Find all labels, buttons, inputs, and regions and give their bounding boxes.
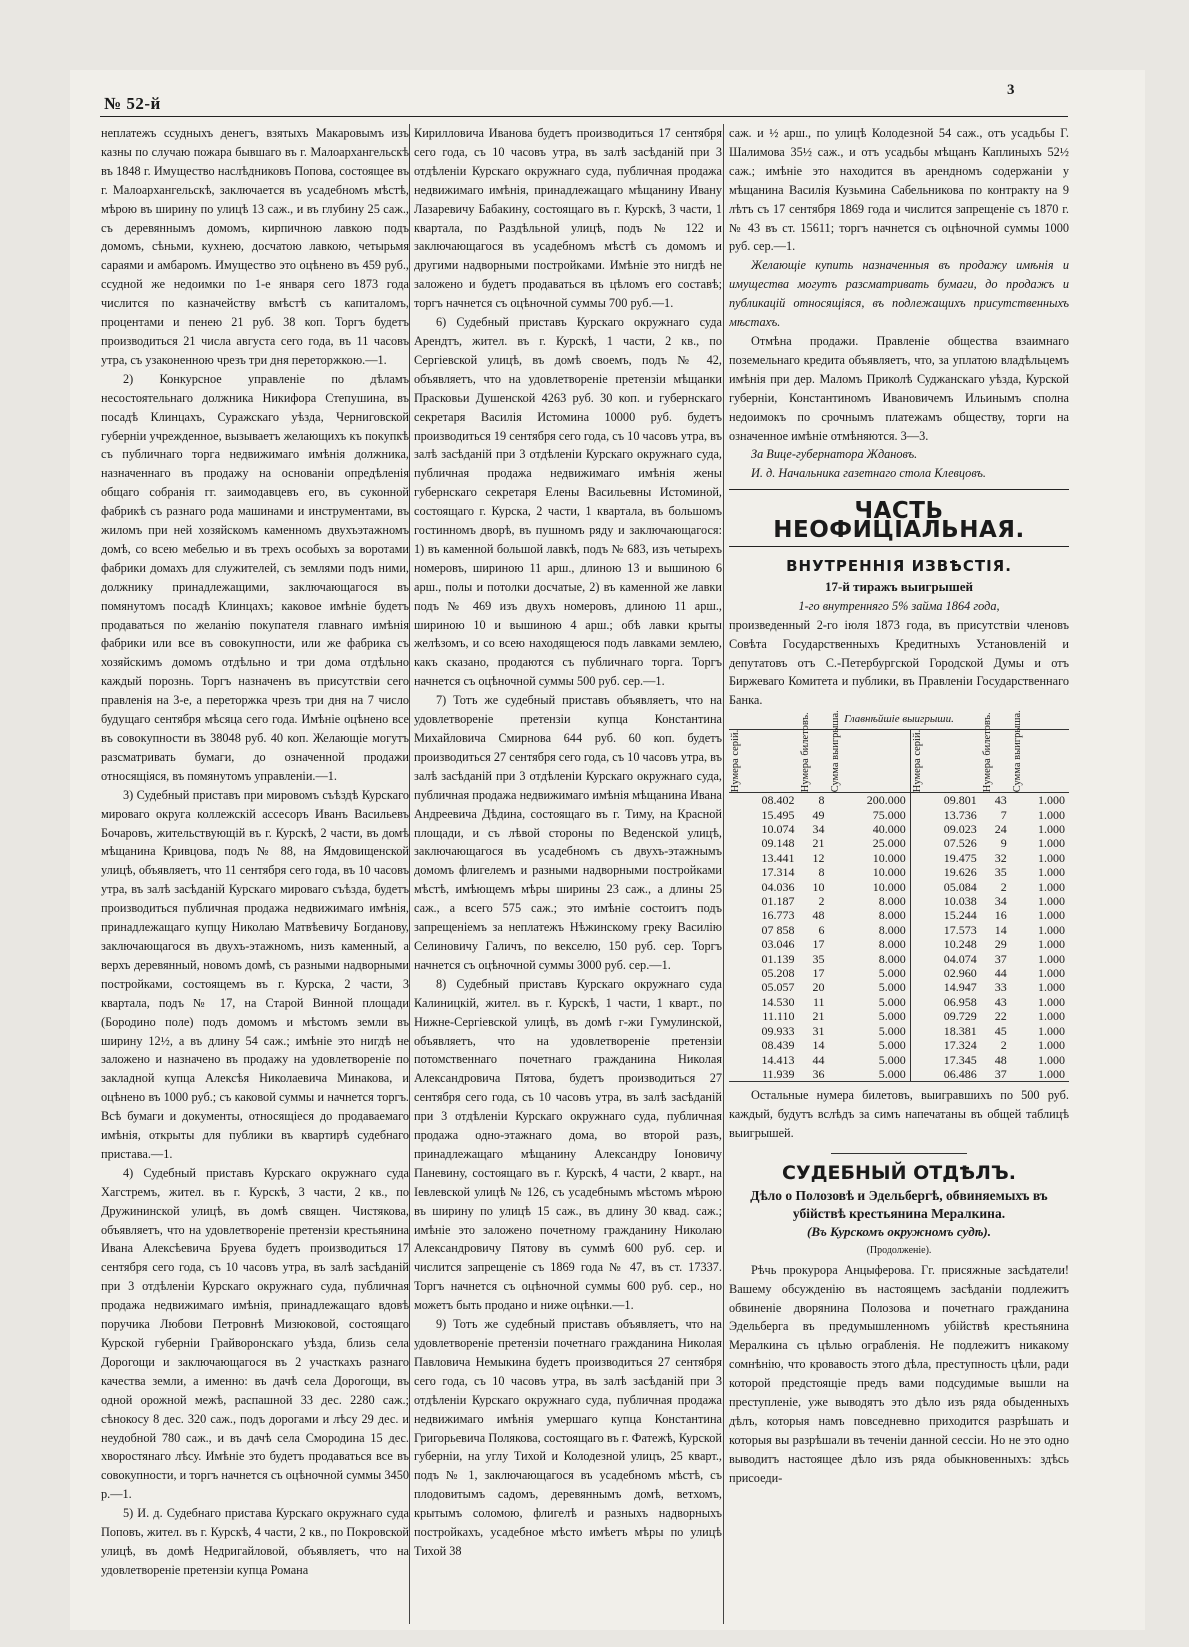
- series-cell: 01.187: [761, 894, 795, 909]
- amount-cell: 10.000: [829, 865, 911, 879]
- court-section-title: СУДЕБНЫЙ ОТДѢЛЪ.: [782, 1162, 1016, 1185]
- col-amount: Сумма выигрыша.: [1011, 730, 1069, 793]
- ticket-cell: 32: [994, 850, 1007, 865]
- series-cell: 08.439: [761, 1038, 795, 1053]
- ticket-cell: 8: [818, 793, 825, 808]
- series-cell: 14.947: [943, 980, 977, 995]
- signature-desk-head: И. д. Начальника газетнаго стола Клевцовъ.: [751, 466, 986, 481]
- ticket-cell: 14: [994, 922, 1007, 937]
- ticket-cell: 31: [812, 1023, 825, 1038]
- series-cell: 15.495: [761, 807, 795, 822]
- ticket-cell: 29: [994, 937, 1007, 952]
- amount-cell: 1.000: [1038, 994, 1065, 1009]
- amount-cell: 5.000: [829, 1024, 911, 1038]
- amount-cell: 5.000: [829, 1038, 911, 1052]
- table-row: [729, 966, 1069, 980]
- series-cell: 07.526: [943, 836, 977, 851]
- ticket-cell: 44: [994, 966, 1007, 981]
- ticket-cell: 48: [812, 908, 825, 923]
- amount-cell: 8.000: [829, 894, 911, 908]
- notice-paragraph: 7) Тотъ же судебный приставъ объявляетъ, что на удовлетвореніе претензіи купца Константина Михайловича Смирнова 644 руб. 60 коп. будетъ производиться 27 сентября сего года, съ 10 часовъ утра, въ залѣ засѣданій при 3 отдѣленіи Курскаго окружнаго суда, публичная продажа недвижимаго имѣнія мѣщанина Ивана Андреевича Дѣдина, состоящаго въ г. Тиму, на Красной площади, и съ лѣвой стороны по Веденской улицѣ, заключающагося въ усадебномъ съ двухъ-этажнымъ домомъ флигелемъ и разными надворными постройками мѣстѣ, имѣющемъ мѣры ширины 23 саж., а длины 25 саж., а всего 575 саж.; это имѣніе состоитъ подъ запрещеніемъ за неплатежъ Нѣжинскому греку Василію Селиновичу Галичъ, по векселю, 150 руб. сер. Торгъ начнется съ оцѣночной суммы 3000 руб. сер.—1.: [414, 693, 722, 972]
- series-cell: 19.475: [943, 850, 977, 865]
- buyers-note: Желающіе купить назначенныя въ продажу имѣнія и имущества могутъ разсматривать бумаги, до продажъ и публикацій относящіяся, въ подлежащихъ присутственныхъ мѣстахъ.: [729, 258, 1069, 330]
- table-row: [729, 1009, 1069, 1023]
- notice-paragraph: 6) Судебный приставъ Курскаго окружнаго суда Арендтъ, жител. въ г. Курскѣ, 1 части, 2 кв., по Сергіевской улицѣ, въ домѣ своемъ, подъ № 42, объявляетъ, что на удовлетвореніе претензіи мѣщанки Прасковьи Душенской 4263 руб. 30 коп. и губернскаго секретаря Василія Истомина 10000 руб. будетъ производиться 19 сентября сего года, съ 10 часовъ утра, въ залѣ засѣданій при 3 отдѣленіи Курскаго окружнаго суда, публичная продажа недвижимаго имѣнія жены губернскаго секретаря Елены Васильевны Истоминой, состоящаго г. Курска, 2 части, 1 квартала, въ большомъ гостинномъ дворѣ, въ пушномъ ряду и заключающагося: 1) въ каменной большой лавкѣ, подъ № 683, изъ четырехъ номеровъ, шириною 11 арш., длиною 13 и вышиною 6 арш., полы и потолки досчатые, 2) въ каменной же лавки подъ № 469 изъ двухъ номеровъ, длиною 11 арш., шириною 10 и вышиною 4 арш.; обѣ лавки крыты желѣзомъ, и со всею находящеюся подъ лавками землею, какъ сказано, продаются съ публичнаго торга. Торгъ начнется съ оцѣночной суммы 500 руб. сер.—1.: [414, 315, 722, 689]
- ticket-cell: 44: [812, 1052, 825, 1067]
- ticket-cell: 21: [812, 836, 825, 851]
- amount-cell: 40.000: [829, 822, 911, 836]
- ticket-cell: 10: [812, 879, 825, 894]
- table-row: [729, 952, 1069, 966]
- series-cell: 17.314: [761, 865, 795, 880]
- table-row: [729, 894, 1069, 908]
- ticket-cell: 20: [812, 980, 825, 995]
- ticket-cell: 34: [994, 894, 1007, 909]
- header-rule: [100, 116, 1068, 117]
- series-cell: 13.736: [943, 807, 977, 822]
- amount-cell: 1.000: [1038, 807, 1065, 822]
- amount-cell: 5.000: [829, 980, 911, 994]
- col-tickets: Нумера билетовъ.: [799, 730, 829, 793]
- ticket-cell: 37: [994, 1066, 1007, 1081]
- amount-cell: 1.000: [1038, 1066, 1065, 1081]
- sale-cancellation: Отмѣна продажи. Правленіе общества взаимнаго поземельнаго кредита объявляетъ, что, за уплатою владѣльцемъ имѣнія при дер. Маломъ Приколѣ Суджанскаго уѣзда, Курской губерніи, Константиномъ Ивановичемъ Ильинымъ сполна недоимокъ по срочнымъ платежамъ обществу, торги на означенное имѣніе отмѣняются. 3—3.: [729, 333, 1069, 443]
- ticket-cell: 45: [994, 1023, 1007, 1038]
- rest-wins-note: Остальные нумера билетовъ, выигравшихъ по 500 руб. каждый, будутъ вслѣдъ за симъ напечатаны въ общей таблицѣ выигрышей.: [729, 1088, 1069, 1141]
- ticket-cell: 2: [818, 894, 825, 909]
- amount-cell: 10.000: [829, 851, 911, 865]
- amount-cell: 25.000: [829, 836, 911, 850]
- amount-cell: 1.000: [1038, 951, 1065, 966]
- series-cell: 09.023: [943, 822, 977, 836]
- series-cell: 09.148: [761, 836, 795, 851]
- ticket-cell: 22: [994, 1009, 1007, 1024]
- table-row: [729, 851, 1069, 865]
- table-row: [729, 880, 1069, 894]
- ticket-cell: 6: [818, 922, 825, 937]
- table-row: [729, 923, 1069, 937]
- ticket-cell: 2: [1000, 1038, 1007, 1053]
- series-cell: 06.486: [943, 1066, 977, 1081]
- series-cell: 10.248: [943, 937, 977, 952]
- ticket-cell: 48: [994, 1052, 1007, 1067]
- amount-cell: 5.000: [829, 995, 911, 1009]
- series-cell: 10.074: [761, 822, 795, 836]
- ticket-cell: 8: [818, 865, 825, 880]
- notice-paragraph: 8) Судебный приставъ Курскаго окружнаго суда Калиницкій, жител. въ г. Курскѣ, 1 части, 1 кварт., по Нижне-Сергіевской улицѣ, въ домѣ г-жи Гумулинской, объявляетъ, что на удовлетвореніе претензіи потомственнаго почетнаго гражданина Николая Александровича Пятова, будетъ производиться 27 сентября сего года, съ 10 часовъ утра, въ залѣ засѣданій при 3 отдѣленіи Курскаго окружнаго суда, публичная продажа одно-этажнаго дома, во второй разъ, принадлежащаго мѣщанину Александру Іоновичу Паневину, состоящаго въ г. Курскѣ, 4 части, 2 кварт., на Іевлевской улицѣ № 126, съ усадебнымъ мѣстомъ мѣрою въ ширину по улицѣ 15 саж., въ длину 30 квад. саж.; имѣніе это заложено почетному гражданину Николаю Александровичу Пятову въ суммѣ 600 руб. сер. и числится запрещеніе съ 1869 года № 47, въ ст. 17337. Торгъ начнется съ оцѣночной суммы 600 руб. сер., но можетъ быть продано и ниже оцѣнки.—1.: [414, 976, 722, 1313]
- amount-cell: 1.000: [1038, 1052, 1065, 1067]
- ticket-cell: 12: [812, 850, 825, 865]
- series-cell: 02.960: [943, 966, 977, 981]
- col-tickets: Нумера билетовъ.: [981, 730, 1011, 793]
- amount-cell: 1.000: [1038, 822, 1065, 836]
- table-row: [729, 865, 1069, 879]
- series-cell: 16.773: [761, 908, 795, 923]
- amount-cell: 1.000: [1038, 1038, 1065, 1053]
- amount-cell: 8.000: [829, 952, 911, 966]
- notice-paragraph: 5) И. д. Судебнаго пристава Курскаго окружнаго суда Поповъ, жител. въ г. Курскѣ, 4 части, 2 кв., по Покровской улицѣ, въ домѣ Недригайловой, объявляетъ, что на удовлетвореніе претензіи купца Романа: [101, 1506, 409, 1577]
- column-3: [729, 124, 1069, 1488]
- ticket-cell: 11: [812, 994, 825, 1009]
- ticket-cell: 37: [994, 951, 1007, 966]
- lottery-text: произведенный 2-го іюля 1873 года, въ присутствіи членовъ Совѣта Государственныхъ Кредитныхъ Установленій и депутатовъ отъ С.-Петербургской Городской Думы и отъ Биржеваго Комитета и публики, въ Правленіи Государственнаго Банка.: [729, 617, 1069, 708]
- ticket-cell: 36: [812, 1066, 825, 1081]
- series-cell: 18.381: [943, 1023, 977, 1038]
- table-row: [729, 1024, 1069, 1038]
- ticket-cell: 9: [1000, 836, 1007, 851]
- notice-paragraph: 9) Тотъ же судебный приставъ объявляетъ, что на удовлетвореніе претензіи почетнаго гражданина Николая Павловича Немыкина будетъ производиться 27 сентября сего года, съ 10 часовъ утра, въ залѣ засѣданій при 3 отдѣленіи Курскаго окружнаго суда, публичная продажа недвижимаго имѣнія умершаго купца Константина Григорьевича Полякова, состоящаго въ г. Фатежѣ, Курской губерніи, на углу Тихой и Колодезной улицъ, 25 кварт., подъ № 1, заключающагося въ усадебномъ мѣстѣ, съ плодовитымъ садомъ, деревяннымъ домѣ, ветхомъ, крытымъ соломою, флигелѣ и разныхъ надворныхъ постройкахъ, усадебное мѣсто имѣетъ мѣры по улицѣ Тихой 38: [414, 1317, 722, 1558]
- ticket-cell: 43: [994, 793, 1007, 808]
- series-cell: 17.345: [943, 1052, 977, 1067]
- ticket-cell: 43: [994, 994, 1007, 1009]
- amount-cell: 8.000: [829, 937, 911, 951]
- series-cell: 14.413: [761, 1052, 795, 1067]
- column-divider: [723, 124, 724, 1624]
- series-cell: 06.958: [943, 994, 977, 1009]
- table-row: [729, 793, 1069, 808]
- amount-cell: 8.000: [829, 908, 911, 922]
- amount-cell: 75.000: [829, 808, 911, 822]
- ticket-cell: 35: [994, 865, 1007, 880]
- signature-vice-governor: За Вице-губернатора Ждановъ.: [751, 447, 918, 462]
- series-cell: 11.110: [762, 1009, 795, 1024]
- notice-paragraph: неплатежъ ссудныхъ денегъ, взятыхъ Макаровымъ изъ казны по случаю пожара бывшаго въ г. Малоархангельскѣ въ 1848 г. Имущество наслѣдниковъ Попова, состоящее въ г. Малоархангельскѣ, заключается въ усадебномъ мѣстѣ, мѣрою въ ширину по улицѣ 13 саж., и въ глубину 25 саж., съ деревяннымъ домомъ, кирпичною лавкою подъ домомъ, сѣньми, кухнею, досчатою лавкою, четырьмя сараями и амбаромъ. Имущество это оцѣнено въ 459 руб., ссудной же недоимки по 1-е января сего 1873 года числится по казначейству вмѣстѣ съ капиталомъ, процентами и пенею 21 руб. 38 коп. Торгъ будетъ производиться 21 числа августа сего года, въ 11 часовъ утра, съ узаконенною чрезъ три дня переторжкою.—1.: [101, 126, 409, 367]
- series-cell: 05.208: [761, 966, 795, 981]
- amount-cell: 1.000: [1038, 793, 1065, 808]
- section-rule: [729, 546, 1069, 547]
- amount-cell: 8.000: [829, 923, 911, 937]
- column-divider: [409, 124, 410, 1624]
- amount-cell: 1.000: [1038, 937, 1065, 952]
- notice-paragraph: Кирилловича Иванова будетъ производиться 17 сентября сего года, съ 10 часовъ утра, въ залѣ засѣданій при 3 отдѣленіи Курскаго окружнаго суда, публичная продажа недвижимаго имѣнія, принадлежащаго мѣщанину Ивану Лазаревичу Бабакину, состоящаго въ г. Курскѣ, 3 части, 1 квартала, по Раздѣльной улицѣ, подъ № 122 и заключающагося въ усадебномъ мѣстѣ съ домомъ и другими надворными постройками. Имѣніе это нигдѣ не заложено и будетъ продаваться въ цѣломъ его составѣ; торгъ начнется съ оцѣночной суммы 700 руб.—1.: [414, 126, 722, 311]
- col-series: Нумера серій.: [910, 730, 980, 793]
- table-row: [729, 937, 1069, 951]
- amount-cell: 1.000: [1038, 908, 1065, 923]
- amount-cell: 200.000: [829, 793, 911, 808]
- table-row: [729, 995, 1069, 1009]
- amount-cell: 1.000: [1038, 850, 1065, 865]
- notice-paragraph: 3) Судебный приставъ при мировомъ съѣздѣ Курскаго мироваго округа коллежскій ассесоръ Иванъ Васильевъ Бочаровъ, жительствующій въ г. Курскѣ, 2 части, въ домѣ мѣщанина Кривцова, подъ № 88, на Ямдовищенской улицѣ, объявляетъ, что 11 сентября сего года, въ 10 часовъ утра, въ залѣ засѣданій Курскаго мироваго съѣзда, будетъ производиться публичная продажа недвижимаго имѣнія, принадлежащаго купцу Николаю Матвѣевичу Богданову, заключающагося въ двухъ-этажномъ, низъ каменный, а верхъ деревянный, новомъ домѣ, съ разными надворными постройками, состоящемъ въ г. Курска, 2 части, 3 квартала, подъ № 17, на Старой Винной площади (Бородино поле) подъ домомъ и мѣстомъ земли въ ширину 12½, а въ длину 54 саж.; имѣніе это нигдѣ не заложено и назначено въ продажу на удовлетвореніе по закладной купца Алексѣя Николаевича Минакова, и оцѣнено въ 1000 руб.; съ каковой суммы и начнется торгъ. Всѣ бумаги и документы, относящіеся до продаваемаго имѣнія, открыты для публики въ квартирѣ судебнаго пристава.—1.: [101, 787, 409, 1161]
- series-cell: 03.046: [761, 937, 795, 952]
- series-cell: 04.074: [943, 951, 977, 966]
- ticket-cell: 14: [812, 1038, 825, 1053]
- amount-cell: 1.000: [1038, 865, 1065, 880]
- ticket-cell: 2: [1000, 879, 1007, 894]
- column-1: [101, 124, 409, 1624]
- amount-cell: 1.000: [1038, 966, 1065, 981]
- column-2: [414, 124, 722, 1624]
- section-title: ЧАСТЬ НЕОФИЦІАЛЬНАЯ.: [773, 498, 1025, 544]
- series-cell: 05.084: [943, 879, 977, 894]
- series-cell: 17.324: [943, 1038, 977, 1053]
- notice-paragraph: саж. и ½ арш., по улицѣ Колодезной 54 саж., отъ усадьбы Г. Шалимова 35½ саж., и отъ усадьбы мѣщанъ Каплиныхъ 52½ саж.; имѣніе это находится въ арендномъ содержаніи у мѣщанина Василія Кузьмина Сабельникова по контракту на 9 лѣтъ съ 17 сентября 1869 года и числится запрещеніе съ 1870 г. № 43 въ ст. 15611; торгъ начнется съ оцѣночной суммы 1000 руб. сер.—1.: [729, 126, 1069, 254]
- series-cell: 07 858: [761, 922, 795, 937]
- series-cell: 01.139: [761, 951, 795, 966]
- amount-cell: 5.000: [829, 1053, 911, 1067]
- series-cell: 13.441: [761, 850, 795, 865]
- series-cell: 19.626: [943, 865, 977, 880]
- series-cell: 14.530: [761, 994, 795, 1009]
- amount-cell: 1.000: [1038, 980, 1065, 995]
- short-rule: [831, 1153, 967, 1154]
- col-amount: Сумма выигрыша.: [829, 730, 911, 793]
- main-wins-label: Главнѣйшіе выигрыши.: [844, 713, 954, 726]
- table-row: [729, 822, 1069, 836]
- table-row: [729, 1067, 1069, 1081]
- amount-cell: 1.000: [1038, 894, 1065, 909]
- amount-cell: 5.000: [829, 1009, 911, 1023]
- series-cell: 04.036: [761, 879, 795, 894]
- amount-cell: 1.000: [1038, 836, 1065, 851]
- ticket-cell: 24: [994, 822, 1007, 836]
- issue-number: № 52-й: [104, 94, 161, 113]
- ticket-cell: 16: [994, 908, 1007, 923]
- table-bottom-rule: [729, 1081, 1069, 1082]
- case-title: Дѣло о Полозовѣ и Эдельбергѣ, обвиняемыхъ въ убійствѣ крестьянина Мералкина.: [750, 1187, 1048, 1221]
- lottery-title: 17-й тиражъ выигрышей: [825, 578, 973, 594]
- lottery-subtitle: 1-го внутренняго 5% займа 1864 года,: [798, 598, 1000, 613]
- ticket-cell: 33: [994, 980, 1007, 995]
- amount-cell: 5.000: [829, 966, 911, 980]
- amount-cell: 1.000: [1038, 1023, 1065, 1038]
- amount-cell: 10.000: [829, 880, 911, 894]
- amount-cell: 5.000: [829, 1067, 911, 1081]
- ticket-cell: 49: [812, 807, 825, 822]
- speech-text: Рѣчь прокурора Анцыферова. Гг. присяжные засѣдатели! Вашему обсужденію въ настоящемъ засѣданіи подлежитъ обвиненіе дворянина Полозова и почетнаго гражданина Эдельберга въ предумышленномъ убійствѣ крестьянина Мералкина съ цѣлью ограбленія. Не подлежитъ никакому сомнѣнію, что кровавость этого дѣла, преступность цѣли, ради которой предстоящіе предъ вами подсудимые вышли на преступленіе, уже выводятъ это дѣло изъ ряда обыденныхъ дѣлъ, которыя намъ повседневно приходится разрѣшать и которыя вы разрѣшали въ теченіи данной сессіи. Но не это одно выводитъ настоящее дѣло изъ ряда обыкновенныхъ: здѣсь присоеди-: [729, 1262, 1069, 1485]
- series-cell: 11.939: [761, 1066, 795, 1081]
- series-cell: 10.038: [943, 894, 977, 909]
- table-row: [729, 1038, 1069, 1052]
- amount-cell: 1.000: [1038, 879, 1065, 894]
- table-header-row: [729, 730, 1069, 793]
- ticket-cell: 17: [812, 937, 825, 952]
- notice-paragraph: 4) Судебный приставъ Курскаго окружнаго суда Хагстремъ, жител. въ г. Курскѣ, 3 части, 2 кв., по Дружининской улицѣ, въ домѣ священ. Чистякова, объявляетъ, что на удовлетвореніе претензіи крестьянина Ивана Алексѣевича Бруева будетъ производиться 17 сентября сего года, съ 10 часовъ утра, въ залѣ засѣданій при 3 отдѣленіи Курскаго окружнаго суда, публичная продажа недвижимаго имѣнія, принадлежащаго вдовѣ поручика Любови Петровнѣ Мизюковой, состоящаго Курской губерніи Грайворонскаго уѣзда, близь села Дорогощи и заключающагося въ 2 участкахъ разнаго качества земли, а именно: въ дачѣ села Дорогощи, въ одной орожной межѣ, распашной 33 дес. 2280 саж.; сѣнокосу 8 дес. 320 саж., подъ дорогами и лѣсу 29 дес. и неудобной 780 саж., и въ дачѣ села Смородина 15 дес. хворостянаго лѣсу. Имѣніе это будетъ продаваться все въ совокупности, и торгъ начнется съ оцѣночной суммы 3450 р.—1.: [101, 1165, 409, 1502]
- section-rule: [729, 489, 1069, 490]
- series-cell: 05.057: [761, 980, 795, 995]
- col-series: Нумера серій.: [729, 730, 799, 793]
- ticket-cell: 17: [812, 966, 825, 981]
- amount-cell: 1.000: [1038, 1009, 1065, 1024]
- amount-cell: 1.000: [1038, 922, 1065, 937]
- continued-label: (Продолженіе).: [866, 1244, 932, 1256]
- ticket-cell: 7: [1000, 807, 1007, 822]
- table-row: [729, 908, 1069, 922]
- table-row: [729, 836, 1069, 850]
- series-cell: 08.402: [761, 793, 795, 808]
- news-heading: ВНУТРЕННІЯ ИЗВѢСТІЯ.: [786, 557, 1012, 576]
- case-subtitle: (Въ Курскомъ окружномъ судѣ).: [807, 1223, 991, 1239]
- ticket-cell: 34: [812, 822, 825, 836]
- table-row: [729, 980, 1069, 994]
- page-number: 3: [1007, 82, 1015, 98]
- series-cell: 09.729: [943, 1009, 977, 1024]
- table-row: [729, 808, 1069, 822]
- series-cell: 09.933: [761, 1023, 795, 1038]
- series-cell: 15.244: [943, 908, 977, 923]
- series-cell: 17.573: [943, 922, 977, 937]
- ticket-cell: 21: [812, 1009, 825, 1024]
- series-cell: 09.801: [943, 793, 977, 808]
- notice-paragraph: 2) Конкурсное управленіе по дѣламъ несостоятельнаго должника Никифора Степушина, въ посадѣ Клинцахъ, Суражскаго уѣзда, Черниговской губерніи учрежденное, вызываетъ желающихъ къ покупкѣ съ публичнаго торга недвижимаго имѣнія должника, назначеннаго въ продажу на основаніи опредѣленія общаго собранія гг. заимодавцевъ его, въ суконной фабрикѣ съ разнаго рода машинами и инструментами, въ жиломъ при ней хозяйскомъ каменномъ двухъэтажномъ домѣ, со всею мебелью и въ трехъ особыхъ за воротами фабрики домахъ для служителей, съ землями подъ ними, должнику принадлежащими, заключающагося въ помянутомъ посадѣ Клинцахъ; каковое имѣніе будетъ продаваться по желанію покупателя главнаго имѣнія фабрики или все въ совокупности, или же фабрика съ хозяйскимъ домомъ отдѣльно и три дома отдѣльно каждый порознь. Торгъ назначенъ въ присутствіи сего правленія на 3-е, а переторжка чрезъ три дня на 7 число будущаго сентября мѣсяца сего года. Имѣніе оцѣнено все въ совокупности въ 38048 руб. 40 коп. Желающіе могутъ разсматривать бумаги, до означенной продажи относящіяся, въ помянутомъ управленіи.—1.: [101, 371, 409, 783]
- ticket-cell: 35: [812, 951, 825, 966]
- table-row: [729, 1053, 1069, 1067]
